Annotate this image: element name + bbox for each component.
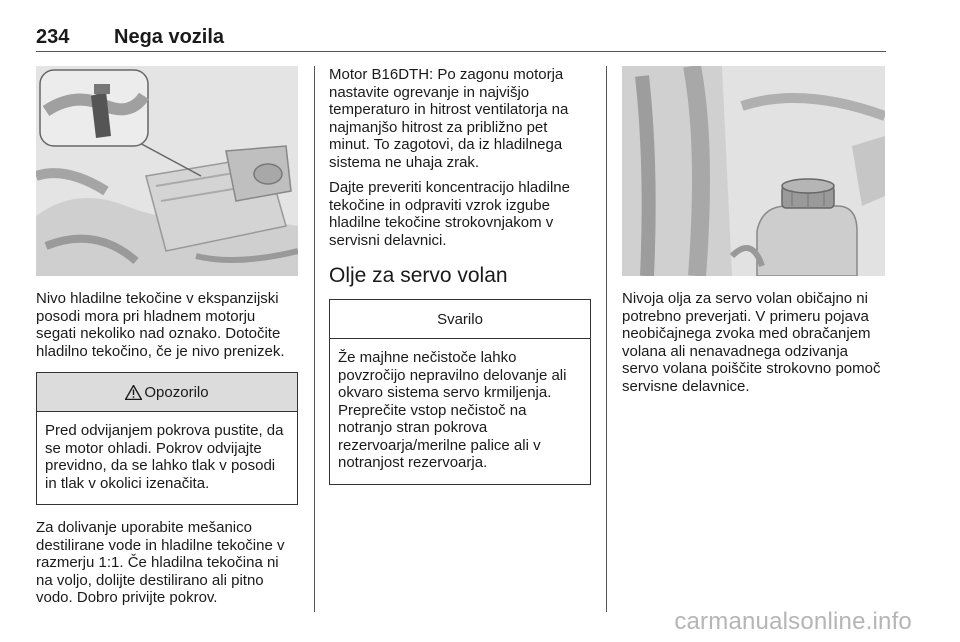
caution-text: Že majhne nečistoče lahko povzročijo nepravilno delovanje ali okvaro sistema servo krmiljenja. Preprečite vstop nečistoč na notranjo stran pokrova rezervoarja/merilne palice ali v notranjost rezervoarja. xyxy=(338,349,567,471)
column-3 xyxy=(622,66,885,395)
caution-title: Svarilo xyxy=(437,310,483,328)
page-number: 234 xyxy=(36,26,70,48)
warning-text: Pred odvijanjem pokrova pustite, da se motor ohladi. Pokrov odvijajte previdno, da se lahko tlak v posodi in tlak v okolici izenačita. xyxy=(45,422,284,492)
coolant-reservoir-photo xyxy=(36,66,298,276)
watermark: carmanualsonline.info xyxy=(674,608,912,635)
warning-box xyxy=(36,372,298,505)
warning-triangle-icon xyxy=(125,385,142,400)
power-steering-reservoir-photo xyxy=(622,66,885,276)
concentration-paragraph: Dajte preveriti koncentracijo hladilne tekočine in odpraviti vzrok izgube hladilne tekočine strokovnjakom v servisni delavnici. xyxy=(329,179,570,249)
column-divider-1 xyxy=(314,66,315,612)
chapter-title: Nega vozila xyxy=(114,26,225,48)
warning-title: Opozorilo xyxy=(144,383,209,401)
section-heading: Olje za servo volan xyxy=(329,264,508,287)
caution-box xyxy=(329,299,591,485)
column-1 xyxy=(36,66,298,607)
column-2 xyxy=(329,66,591,485)
header-rule xyxy=(36,51,886,52)
power-steering-paragraph: Nivoja olja za servo volan običajno ni potrebno preverjati. V primeru pojava neobičajnega zvoka med obračanjem volana ali nenavadnega odzivanja servo volana poiščite strokovno pomoč servisne delavnice. xyxy=(622,290,881,395)
coolant-level-paragraph: Nivo hladilne tekočine v ekspanzijski posodi mora pri hladnem motorju segati nekoliko nad oznako. Dotočite hladilno tekočino, če je nivo prenizek. xyxy=(36,290,285,360)
caution-box-header xyxy=(330,300,590,339)
warning-box-header xyxy=(37,373,297,412)
refill-paragraph: Za dolivanje uporabite mešanico destilirane vode in hladilne tekočine v razmerju 1:1. Če hladilna tekočina ni na voljo, dolijte destilirano ali pitno vodo. Dobro privijte pokrov. xyxy=(36,519,285,606)
column-divider-2 xyxy=(606,66,607,612)
b16dth-paragraph: Motor B16DTH: Po zagonu motorja nastavite ogrevanje in najvišjo temperaturo in hitrost ventilatorja na najmanjšo hitrost za približno pet minut. To zagotovi, da iz hladilnega sistema ne uhaja zrak. xyxy=(329,66,569,171)
page-header xyxy=(36,22,886,52)
